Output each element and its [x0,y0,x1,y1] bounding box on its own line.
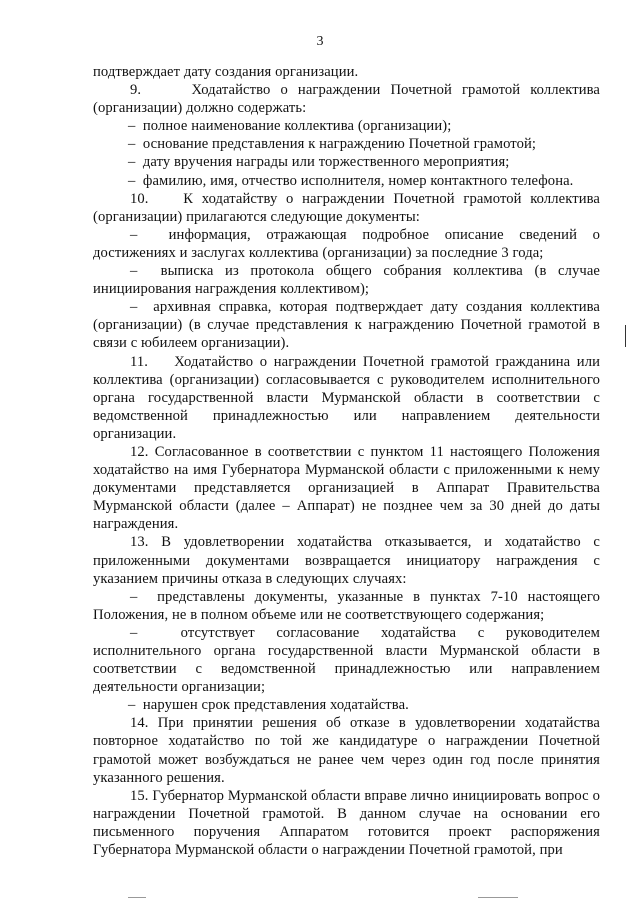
list-item: – основание представления к награждению Почетной грамотой; [128,136,537,153]
list-item: – полное наименование коллектива (организации); [128,118,452,135]
paragraph-item-14: 14. При принятии решения об отказе в удовлетворении ходатайства повторное ходатайство по той же кандидатуре о награждении Почетной грамотой может возбуждаться не ранее чем через один год после принятия указанного решения. [93,715,600,786]
scan-margin-mark [625,325,626,347]
list-item: – архивная справка, которая подтверждает дату создания коллектива (организации) (в случае представления к награждению Почетной грамотой в связи с юбилеем организации). [93,299,600,352]
scan-bottom-mark [478,897,518,898]
paragraph-item-13: 13. В удовлетворении ходатайства отказывается, и ходатайство с приложенными документами возвращается инициатору награждения с указанием причины отказа в следующих случаях: [93,534,600,587]
list-item: – отсутствует согласование ходатайства с руководителем исполнительного органа государственной власти Мурманской области в соответствии с ведомственной принадлежностью или направлением деятельности организации; [93,624,600,696]
paragraph-item-15: 15. Губернатор Мурманской области вправе лично инициировать вопрос о награждении Почетной грамотой. В данном случае на основании его письменного поручения Аппаратом готовится проект распоряжения Губернатора Мурманской области о награждении Почетной грамотой, при [93,787,600,859]
page-number: 3 [316,34,324,49]
list-item: – нарушен срок представления ходатайства. [128,697,409,714]
list-item: – представлены документы, указанные в пунктах 7-10 настоящего Положения, не в полном объеме или не соответствующего содержания; [93,588,600,623]
list-item: – фамилию, имя, отчество исполнителя, номер контактного телефона. [128,172,574,189]
list-item: – дату вручения награды или торжественного мероприятия; [128,154,510,171]
paragraph-item-12: 12. Согласованное в соответствии с пунктом 11 настоящего Положения ходатайство на имя Губернатора Мурманской области с приложенными к нему документами представляется организацией в Аппарат Правительства Мурманской области (далее – Аппарат) не позднее чем за 30 дней до даты награждения. [93,443,600,533]
paragraph-item-11: 11. Ходатайство о награждении Почетной грамотой гражданина или коллектива (организации) согласовывается с руководителем исполнительного органа государственной власти Мурманской области в соответствии с ведомственной принадлежностью или направлением деятельности организации. [93,353,600,442]
list-item: – информация, отражающая подробное описание сведений о достижениях и заслугах коллектива (организации) за последние 3 года; [93,226,600,261]
paragraph-item-10: 10. К ходатайству о награждении Почетной грамотой коллектива (организации) прилагаются следующие документы: [93,190,600,225]
document-body [93,63,600,859]
list-item: – выписка из протокола общего собрания коллектива (в случае инициирования награждения коллективом); [93,263,600,298]
scan-bottom-mark [128,897,146,898]
paragraph-item-9: 9. Ходатайство о награждении Почетной грамотой коллектива (организации) должно содержать: [93,82,600,117]
paragraph-continuation: подтверждает дату создания организации. [93,64,359,80]
